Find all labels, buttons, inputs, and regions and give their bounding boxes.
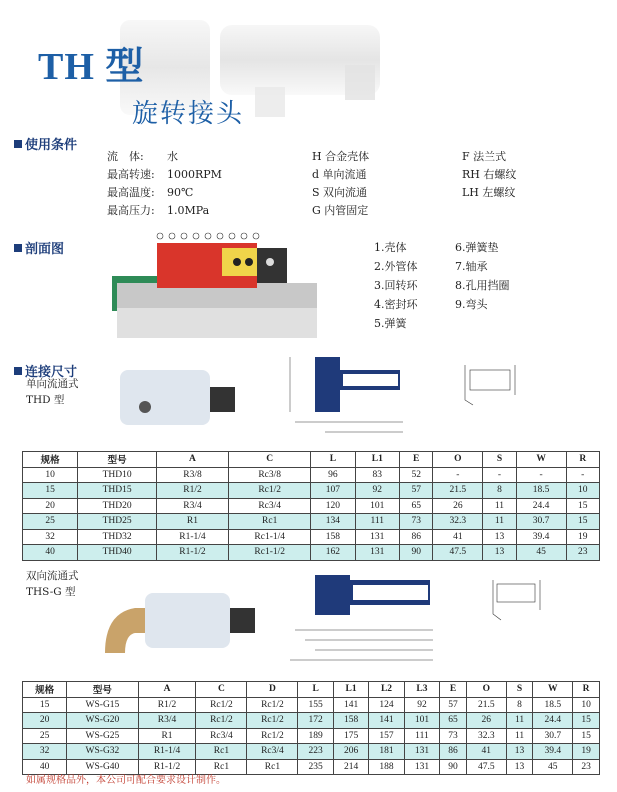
table-cell: R3/4: [138, 713, 196, 729]
table-cell: 124: [369, 697, 404, 713]
cross-section-diagram: [112, 228, 322, 343]
table-cell: 86: [399, 529, 432, 545]
table-cell: R3/8: [156, 467, 228, 483]
table-cell: 90: [399, 545, 432, 561]
parts-list-2: 6.弹簧垫 7.轴承 8.孔用挡圈 9.弯头: [455, 241, 510, 311]
table-cell: R3/4: [156, 498, 228, 514]
table-cell: Rc3/4: [229, 498, 311, 514]
table-cell: 15: [566, 498, 599, 514]
table-cell: 13: [506, 759, 533, 775]
page-title: TH 型: [38, 46, 145, 88]
ths-product-photo: [100, 578, 260, 663]
table-cell: THD20: [78, 498, 156, 514]
ths-dimension-drawing: [285, 560, 435, 665]
ths-end-view-drawing: [485, 572, 560, 627]
table-cell: WS-G32: [67, 744, 138, 760]
table-cell: WS-G40: [67, 759, 138, 775]
table-cell: 155: [298, 697, 333, 713]
table-cell: 92: [355, 483, 399, 499]
table-cell: 141: [333, 697, 368, 713]
table-header-cell: L3: [404, 682, 439, 698]
table-cell: 8: [483, 483, 516, 499]
table-cell: 8: [506, 697, 533, 713]
table-header-cell: A: [138, 682, 196, 698]
table-header-cell: 型号: [67, 682, 138, 698]
table-cell: 11: [483, 514, 516, 530]
table-cell: 131: [404, 744, 439, 760]
table-cell: 30.7: [516, 514, 566, 530]
thd-label: 单向流通式 THD 型: [26, 378, 79, 406]
table-cell: THD15: [78, 483, 156, 499]
table-cell: 11: [506, 728, 533, 744]
table-cell: WS-G20: [67, 713, 138, 729]
table-cell: 157: [369, 728, 404, 744]
table-cell: 13: [506, 744, 533, 760]
table-cell: -: [566, 467, 599, 483]
table-cell: Rc3/4: [247, 744, 298, 760]
thd-end-view-drawing: [455, 355, 535, 415]
table-cell: 47.5: [466, 759, 506, 775]
table-cell: 25: [23, 514, 78, 530]
table-header-cell: R: [566, 452, 599, 468]
table-cell: 15: [573, 728, 600, 744]
thd-product-photo: [115, 362, 240, 432]
table-cell: 131: [355, 545, 399, 561]
table-cell: 73: [399, 514, 432, 530]
table-header-cell: W: [516, 452, 566, 468]
table-cell: 107: [311, 483, 355, 499]
table-cell: 57: [440, 697, 467, 713]
table-cell: Rc3/8: [229, 467, 311, 483]
table-cell: 235: [298, 759, 333, 775]
table-cell: Rc1/2: [247, 697, 298, 713]
table-cell: Rc1: [196, 759, 247, 775]
table-cell: 15: [23, 697, 67, 713]
table-cell: 18.5: [516, 483, 566, 499]
table-cell: 111: [404, 728, 439, 744]
table-cell: R1-1/2: [138, 759, 196, 775]
table-header-row: [23, 452, 600, 468]
table-cell: 19: [566, 529, 599, 545]
table-cell: 92: [404, 697, 439, 713]
table-cell: R1/2: [156, 483, 228, 499]
table-cell: 120: [311, 498, 355, 514]
conditions-list: [107, 148, 222, 220]
table-cell: 101: [355, 498, 399, 514]
table-cell: 32.3: [466, 728, 506, 744]
table-cell: 52: [399, 467, 432, 483]
condition-row: 最高转速: 1000RPM: [107, 168, 222, 181]
table-cell: 11: [483, 498, 516, 514]
table-cell: 86: [440, 744, 467, 760]
table-cell: 26: [433, 498, 483, 514]
table-cell: 131: [355, 529, 399, 545]
table-cell: 175: [333, 728, 368, 744]
table-header-cell: R: [573, 682, 600, 698]
table-cell: Rc1: [196, 744, 247, 760]
thd-spec-table: [22, 451, 600, 561]
table-cell: -: [516, 467, 566, 483]
table-cell: 21.5: [433, 483, 483, 499]
table-header-cell: 型号: [78, 452, 156, 468]
table-cell: 141: [369, 713, 404, 729]
table-header-cell: C: [196, 682, 247, 698]
options-column-1: H 合金壳体 d 单向流通 S 双向流通 G 内管固定: [312, 150, 370, 217]
table-cell: 25: [23, 728, 67, 744]
table-cell: 23: [566, 545, 599, 561]
table-cell: Rc1/2: [229, 483, 311, 499]
table-row: [23, 713, 600, 729]
table-cell: R1-1/4: [156, 529, 228, 545]
table-cell: Rc1/2: [247, 728, 298, 744]
table-cell: 10: [566, 483, 599, 499]
table-cell: 21.5: [466, 697, 506, 713]
table-cell: 10: [573, 697, 600, 713]
table-cell: THD10: [78, 467, 156, 483]
table-header-cell: E: [440, 682, 467, 698]
table-cell: 15: [566, 514, 599, 530]
table-cell: 15: [23, 483, 78, 499]
table-cell: 39.4: [533, 744, 573, 760]
table-cell: WS-G15: [67, 697, 138, 713]
table-header-cell: L: [298, 682, 333, 698]
table-header-cell: D: [247, 682, 298, 698]
table-cell: Rc3/4: [196, 728, 247, 744]
page-subtitle: 旋转接头: [132, 99, 245, 129]
table-cell: 206: [333, 744, 368, 760]
thd-dimension-drawing: [285, 352, 405, 442]
table-row: [23, 728, 600, 744]
table-cell: 41: [466, 744, 506, 760]
table-cell: 111: [355, 514, 399, 530]
table-cell: 158: [311, 529, 355, 545]
table-cell: 10: [23, 467, 78, 483]
condition-row: 最高温度: 90℃: [107, 186, 194, 199]
table-cell: 19: [573, 744, 600, 760]
table-cell: 26: [466, 713, 506, 729]
table-cell: 181: [369, 744, 404, 760]
table-cell: 96: [311, 467, 355, 483]
table-header-cell: 规格: [23, 452, 78, 468]
table-cell: 158: [333, 713, 368, 729]
table-row: [23, 483, 600, 499]
section-conditions-heading: [14, 134, 77, 153]
table-cell: Rc1: [229, 514, 311, 530]
table-cell: 39.4: [516, 529, 566, 545]
condition-row: 最高压力: 1.0MPa: [107, 204, 210, 217]
table-cell: Rc1: [247, 759, 298, 775]
table-row: [23, 529, 600, 545]
table-cell: 23: [573, 759, 600, 775]
table-header-cell: O: [433, 452, 483, 468]
table-header-cell: L: [311, 452, 355, 468]
table-cell: 134: [311, 514, 355, 530]
table-cell: 18.5: [533, 697, 573, 713]
table-header-cell: L1: [333, 682, 368, 698]
table-cell: THD25: [78, 514, 156, 530]
table-cell: 24.4: [516, 498, 566, 514]
table-cell: Rc1/2: [196, 713, 247, 729]
table-cell: 32: [23, 529, 78, 545]
ths-spec-table: [22, 681, 600, 775]
table-row: [23, 467, 600, 483]
section-view-heading: [14, 238, 64, 257]
table-cell: 65: [440, 713, 467, 729]
table-cell: -: [433, 467, 483, 483]
table-cell: R1: [138, 728, 196, 744]
bullet-square-icon: [14, 244, 22, 252]
table-header-cell: S: [483, 452, 516, 468]
bullet-square-icon: [14, 140, 22, 148]
parts-list-1: 1.壳体 2.外管体 3.回转环 4.密封环 5.弹簧: [374, 241, 418, 330]
table-cell: 172: [298, 713, 333, 729]
table-cell: 223: [298, 744, 333, 760]
table-header-cell: 规格: [23, 682, 67, 698]
table-cell: 131: [404, 759, 439, 775]
table-cell: 40: [23, 545, 78, 561]
table-cell: 189: [298, 728, 333, 744]
footer-note: 如属规格品外，本公司可配合要求设计制作。: [26, 775, 226, 786]
table-header-cell: C: [229, 452, 311, 468]
ths-label: 双向流通式 THS-G 型: [26, 570, 79, 598]
table-cell: THD32: [78, 529, 156, 545]
table-cell: 73: [440, 728, 467, 744]
table-cell: 32: [23, 744, 67, 760]
table-cell: 162: [311, 545, 355, 561]
section-conditions-label: 使用条件: [25, 138, 78, 153]
section-dimensions-label: 连接尺寸: [25, 365, 78, 380]
table-cell: 24.4: [533, 713, 573, 729]
table-cell: Rc1-1/4: [229, 529, 311, 545]
table-cell: R1-1/2: [156, 545, 228, 561]
table-cell: 45: [516, 545, 566, 561]
table-row: [23, 545, 600, 561]
table-cell: R1-1/4: [138, 744, 196, 760]
table-header-cell: W: [533, 682, 573, 698]
table-header-cell: L2: [369, 682, 404, 698]
table-cell: R1/2: [138, 697, 196, 713]
table-cell: 65: [399, 498, 432, 514]
table-cell: 30.7: [533, 728, 573, 744]
table-cell: Rc1/2: [196, 697, 247, 713]
table-cell: 40: [23, 759, 67, 775]
table-row: [23, 514, 600, 530]
table-header-row: [23, 682, 600, 698]
table-cell: R1: [156, 514, 228, 530]
table-cell: 41: [433, 529, 483, 545]
section-view-label: 剖面图: [25, 242, 65, 257]
table-header-cell: L1: [355, 452, 399, 468]
table-cell: 45: [533, 759, 573, 775]
table-cell: 57: [399, 483, 432, 499]
table-header-cell: A: [156, 452, 228, 468]
table-cell: 13: [483, 545, 516, 561]
bullet-square-icon: [14, 367, 22, 375]
table-header-cell: S: [506, 682, 533, 698]
table-cell: WS-G25: [67, 728, 138, 744]
table-cell: 20: [23, 713, 67, 729]
table-header-cell: O: [466, 682, 506, 698]
table-cell: Rc1/2: [247, 713, 298, 729]
table-cell: 32.3: [433, 514, 483, 530]
table-cell: -: [483, 467, 516, 483]
table-cell: 188: [369, 759, 404, 775]
table-cell: 90: [440, 759, 467, 775]
table-header-cell: E: [399, 452, 432, 468]
options-column-2: F 法兰式 RH 右螺纹 LH 左螺纹: [462, 150, 517, 199]
table-row: [23, 498, 600, 514]
table-cell: 47.5: [433, 545, 483, 561]
table-cell: Rc1-1/2: [229, 545, 311, 561]
table-cell: THD40: [78, 545, 156, 561]
table-cell: 101: [404, 713, 439, 729]
table-cell: 11: [506, 713, 533, 729]
table-cell: 13: [483, 529, 516, 545]
table-row: [23, 744, 600, 760]
table-cell: 83: [355, 467, 399, 483]
table-row: [23, 697, 600, 713]
table-cell: 20: [23, 498, 78, 514]
condition-row: 流 体: 水: [107, 150, 178, 163]
table-cell: 15: [573, 713, 600, 729]
table-cell: 214: [333, 759, 368, 775]
